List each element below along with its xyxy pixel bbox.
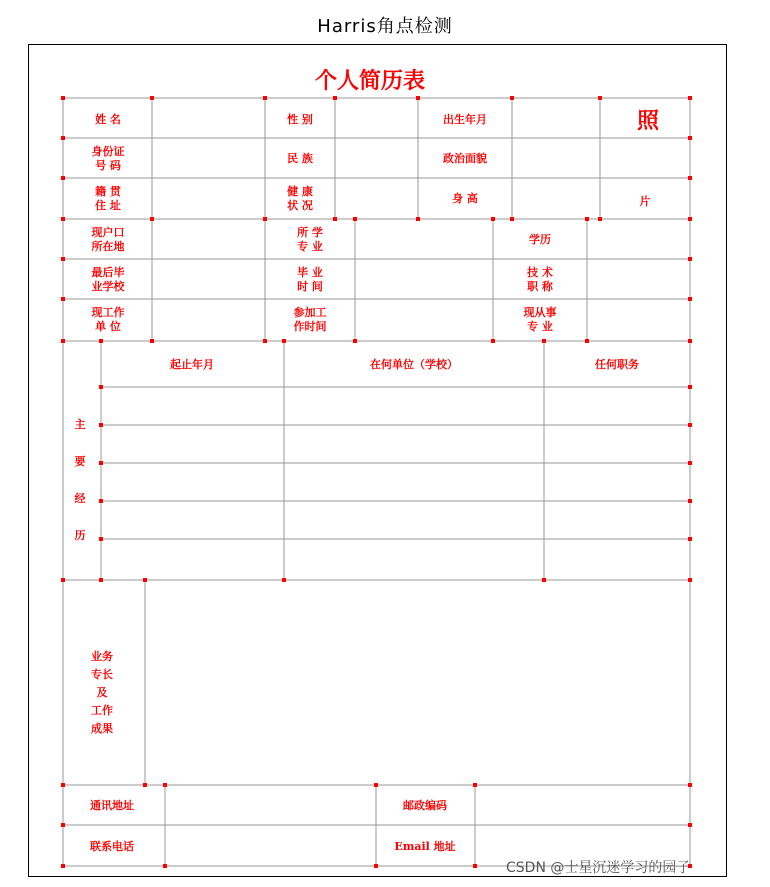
corner-point [353,339,357,343]
corner-point [61,257,65,261]
form-label: 技 术 [527,266,553,279]
form-label: 政治面貌 [443,152,487,165]
corner-point [473,783,477,787]
photo-label-bottom: 片 [639,195,651,208]
form-label: 身 高 [452,192,478,205]
form-label: 毕 业 [297,266,323,279]
corner-point [282,578,286,582]
history-side-label: 要 [74,455,86,468]
harris-corner-points [61,96,692,868]
form-grid-lines [63,98,690,866]
history-side-label: 主 [74,418,86,431]
corner-point [61,578,65,582]
corner-point [143,578,147,582]
form-label: 现从事 [523,306,557,319]
skills-side-label: 工作 [91,704,113,717]
corner-point [61,136,65,140]
corner-point [491,339,495,343]
form-labels [75,68,660,853]
corner-point [688,217,692,221]
form-label: 住 址 [95,199,121,212]
form-label: 时 间 [297,280,323,293]
corner-point [143,783,147,787]
form-label: 现工作 [91,306,125,319]
corner-point [353,217,357,221]
corner-point [150,339,154,343]
corner-point [282,339,286,343]
corner-point [61,864,65,868]
corner-point [61,783,65,787]
corner-point [61,176,65,180]
corner-point [99,499,103,503]
corner-point [688,423,692,427]
corner-point [688,257,692,261]
photo-label-top: 照 [636,108,660,134]
form-label: 状 况 [287,199,313,212]
corner-point [473,864,477,868]
form-label: 所在地 [91,240,125,253]
form-label: 身份证 [91,145,125,158]
corner-point [510,217,514,221]
corner-point [542,339,546,343]
corner-point [150,217,154,221]
skills-side-label: 成果 [91,722,113,735]
watermark: CSDN @士星沉迷学习的园子 [506,860,691,876]
corner-point [688,385,692,389]
corner-point [688,578,692,582]
corner-point [688,96,692,100]
corner-point [374,783,378,787]
corner-point [99,578,103,582]
label-postcode: 邮政编码 [403,799,447,812]
form-label: 籍 贯 [95,185,121,198]
history-header-unit: 在何单位（学校） [370,358,458,371]
skills-side-label: 业务 [91,650,113,663]
form-label: 单 位 [95,320,121,333]
form-label: 学历 [529,233,551,246]
form-label: 健 康 [287,185,313,198]
corner-point [542,578,546,582]
corner-point [598,96,602,100]
label-email: Email 地址 [394,840,456,853]
history-side-label: 历 [74,529,86,542]
corner-point [688,297,692,301]
corner-point [585,339,589,343]
corner-point [333,96,337,100]
corner-point [61,96,65,100]
label-phone: 联系电话 [90,840,134,853]
corner-point [491,217,495,221]
label-address: 通讯地址 [90,799,134,812]
corner-point [99,423,103,427]
label-name: 姓 名 [95,113,121,126]
corner-point [99,537,103,541]
corner-point [688,176,692,180]
corner-point [99,385,103,389]
form-label: 所 学 [297,226,323,239]
corner-point [688,783,692,787]
history-header-duty: 任何职务 [595,358,639,371]
form-label: 职 称 [527,280,553,293]
form-label: 专 业 [297,240,323,253]
corner-point [688,339,692,343]
corner-point [61,297,65,301]
corner-point [333,217,337,221]
corner-point [99,461,103,465]
corner-point [263,96,267,100]
corner-point [263,339,267,343]
corner-point [263,217,267,221]
form-label: 现户口 [91,226,125,239]
corner-point [688,537,692,541]
label-birth: 出生年月 [443,113,487,126]
corner-point [61,823,65,827]
form-title: 个人简历表 [314,68,426,94]
form-label: 号 码 [95,159,121,172]
form-label: 民 族 [287,152,313,165]
corner-point [598,217,602,221]
corner-point [150,96,154,100]
form-label: 最后毕 [91,266,125,279]
corner-point [510,96,514,100]
corner-point [585,217,589,221]
corner-point [163,783,167,787]
figure-title: Harris角点检测 [317,16,453,37]
corner-point [688,499,692,503]
form-label: 参加工 [293,306,327,319]
corner-point [688,823,692,827]
label-gender: 性 别 [287,113,313,126]
corner-point [688,461,692,465]
corner-point [416,96,420,100]
skills-side-label: 及 [96,686,108,699]
history-header-period: 起止年月 [170,358,214,371]
skills-side-label: 专长 [91,668,113,681]
history-side-label: 经 [74,492,86,505]
corner-point [374,864,378,868]
corner-point [61,339,65,343]
form-label: 专 业 [527,320,553,333]
corner-point [61,217,65,221]
corner-point [99,339,103,343]
corner-point [163,864,167,868]
form-label: 作时间 [293,320,327,333]
corner-point [416,217,420,221]
form-label: 业学校 [91,280,125,293]
corner-point [688,136,692,140]
